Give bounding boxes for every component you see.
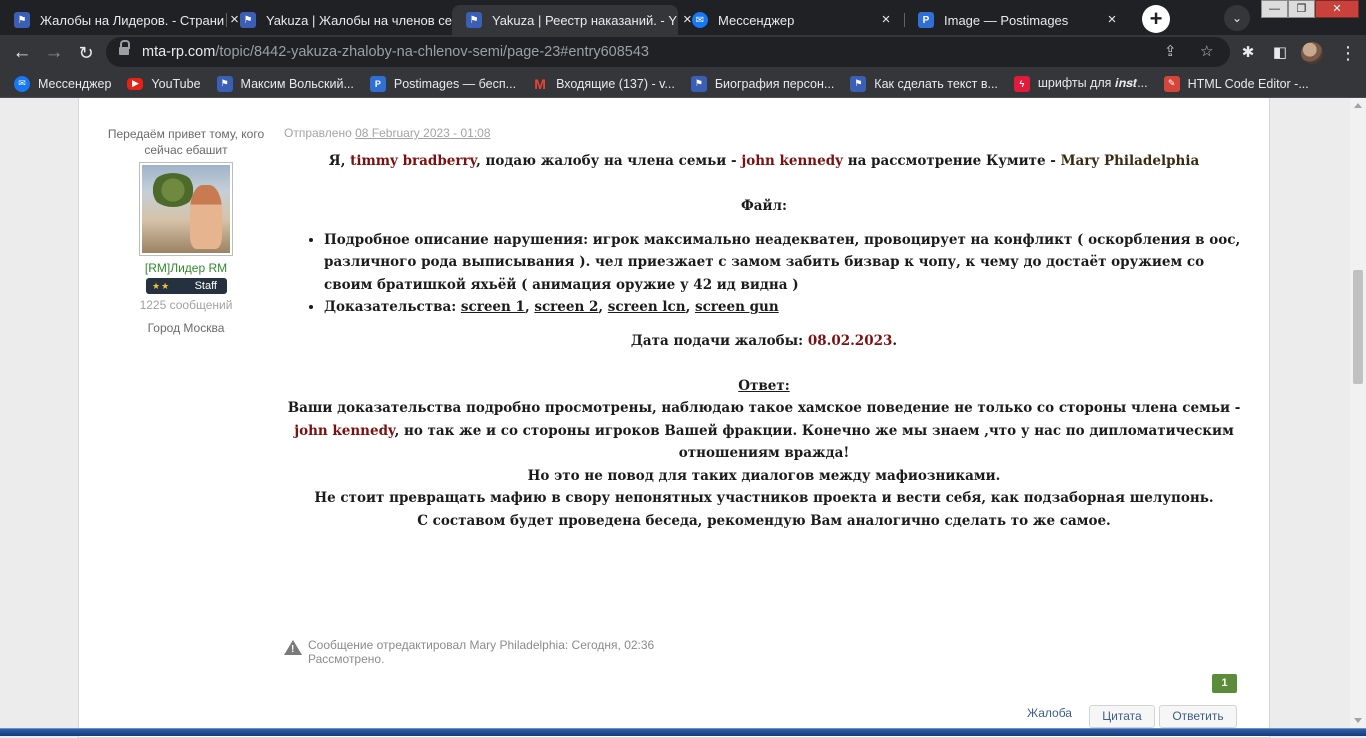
bookmark-item[interactable] [127, 77, 200, 91]
profile-avatar-icon[interactable] [1301, 42, 1323, 64]
bookmark-star-icon[interactable]: ☆ [1200, 43, 1214, 60]
bookmark-label: HTML Code Editor -... [1187, 76, 1309, 91]
gmail-icon: M [534, 75, 546, 92]
evidence-link[interactable]: screen 2 [534, 299, 599, 315]
post-date [284, 126, 491, 140]
evidence-link[interactable]: screen lcn [607, 299, 686, 315]
forum-icon: ⚑ [850, 76, 866, 92]
answer-part: , но так же и со стороны игроков Вашей фракции. Конечно же мы знаем ,что у нас по дипломатическим отношениям вражда! [394, 422, 1234, 461]
author-rank: [RM]Лидер RM [144, 261, 228, 275]
close-icon[interactable]: × [230, 11, 239, 28]
youtube-icon: ▶ [127, 78, 143, 90]
post-content [284, 150, 1244, 532]
scroll-down-icon[interactable] [1354, 718, 1362, 723]
tab-search-icon[interactable]: ⌄ [1224, 5, 1250, 31]
tab-title: Жалобы на Лидеров. - Страни [40, 12, 225, 28]
messenger-icon: ✉ [692, 12, 708, 28]
bookmark-item[interactable] [370, 76, 516, 92]
close-icon[interactable]: × [881, 11, 891, 28]
menu-kebab-icon[interactable]: ⋮ [1339, 43, 1357, 63]
complaint-date: Дата подачи жалобы: 08.02.2023. [630, 332, 898, 349]
browser-tab-3[interactable] [452, 5, 692, 35]
bookmark-item[interactable] [1164, 76, 1309, 92]
code-editor-icon: ✎ [1164, 76, 1180, 92]
bookmark-label: Как сделать текст в... [874, 76, 998, 91]
close-icon[interactable]: × [683, 11, 692, 28]
close-icon[interactable]: × [1107, 11, 1117, 28]
quote-button[interactable]: Цитата [1089, 705, 1155, 728]
side-panel-icon[interactable]: ◧ [1272, 44, 1288, 61]
address-path: /topic/8442-yakuza-zhaloby-na-chlenov-semi/page-23#entry608543 [215, 44, 649, 60]
complaint-intro [284, 150, 1244, 173]
edit-reason: Рассмотрено. [308, 652, 385, 666]
forward-arrow-icon[interactable]: → [44, 42, 64, 63]
date-label: Дата подачи жалобы: [630, 332, 808, 349]
answer-line: Но это не повод для таких диалогов между мафиозниками. [527, 467, 1001, 484]
report-link[interactable]: Жалоба [1027, 706, 1072, 720]
tab-title: Yakuza | Жалобы на членов се [266, 12, 453, 28]
os-taskbar [0, 728, 1366, 736]
minimize-icon[interactable]: — [1261, 0, 1288, 18]
bookmark-label: Максим Вольский... [240, 76, 354, 91]
posted-date-link[interactable]: 08 February 2023 - 01:08 [355, 126, 491, 140]
reputation-badge[interactable]: 1 [1212, 674, 1237, 693]
back-arrow-icon[interactable]: ← [12, 42, 32, 63]
browser-tab-strip [0, 0, 1366, 35]
edit-notice [284, 638, 654, 666]
bookmark-item[interactable] [850, 76, 998, 92]
new-tab-button[interactable]: + [1142, 5, 1170, 33]
address-host: mta-rp.com [142, 44, 216, 60]
forum-icon: ⚑ [240, 12, 256, 28]
forum-icon: ⚑ [14, 12, 30, 28]
avatar[interactable] [139, 162, 233, 256]
postimages-icon: P [370, 76, 386, 92]
forum-icon: ⚑ [217, 76, 233, 92]
posted-prefix: Отправлено [284, 126, 352, 140]
evidence-link[interactable]: screen gun [694, 299, 779, 315]
evidence-label: Доказательства: [324, 299, 461, 315]
author-city: Город Москва [147, 321, 225, 335]
accused-name: john kennedy [741, 153, 843, 169]
rank-stars: ★★ [152, 281, 171, 291]
author-post-count: 1225 сообщений [139, 298, 233, 312]
browser-toolbar [0, 35, 1366, 70]
evidence-item: • Доказательства: screen 1, screen 2, screen lcn, screen gun [324, 296, 1244, 319]
browser-tab-4[interactable] [678, 5, 904, 35]
answer-line: Не стоит превращать мафию в свору непонятных участников проекта и вести себя, как подзаборная шелупонь. [314, 490, 1214, 506]
bookmark-label: шрифты для 𝒊𝒏𝒔𝒕... [1037, 76, 1148, 90]
answer-accused-name: john kennedy [294, 422, 395, 439]
staff-label: Staff [194, 280, 217, 292]
flash-icon: ϟ [1014, 76, 1030, 92]
bookmark-label: Биография персон... [714, 76, 835, 91]
forum-icon: ⚑ [691, 76, 707, 92]
tab-title: Yakuza | Реестр наказаний. - Y [492, 12, 678, 28]
bookmark-item[interactable] [14, 76, 111, 92]
scroll-up-icon[interactable] [1354, 103, 1362, 108]
complaint-list [324, 229, 1244, 319]
intro-text: на рассмотрение Кумите - [843, 153, 1061, 169]
browser-tab-5[interactable] [904, 5, 1130, 35]
evidence-link[interactable]: screen 1 [460, 299, 525, 315]
postimages-icon: P [918, 12, 934, 28]
complainant-name: timmy bradberry [350, 153, 477, 169]
answer-label: Ответ: [738, 377, 790, 394]
answer-line: С составом будет проведена беседа, рекомендую Вам аналогично сделать то же самое. [417, 512, 1111, 529]
bookmark-label: Мессенджер [38, 76, 112, 91]
address-bar[interactable] [106, 37, 1230, 67]
window-close-icon[interactable]: ✕ [1315, 0, 1359, 18]
tab-title: Мессенджер [718, 12, 795, 28]
tab-title: Image — Postimages [944, 12, 1069, 28]
bookmark-label: Входящие (137) - v... [556, 76, 675, 91]
page-scrollbar[interactable] [1350, 98, 1366, 728]
answer-part: Ваши доказательства подробно просмотрены, наблюдаю такое хамское поведение не только со стороны члена семьи - [287, 400, 1241, 416]
judge-name: Mary Philadelphia [1060, 153, 1200, 169]
browser-tab-2[interactable] [226, 5, 452, 35]
author-status: Передаём привет тому, кого сейчас ебашит [107, 127, 265, 157]
date-value: 08.02.2023 [807, 332, 893, 349]
scroll-thumb[interactable] [1353, 270, 1363, 384]
staff-badge [146, 278, 227, 294]
file-label: Файл: [740, 198, 788, 214]
intro-text: , подаю жалобу на члена семьи - [476, 153, 742, 169]
intro-text: Я, [328, 153, 351, 169]
messenger-icon: ✉ [14, 76, 30, 92]
bookmarks-bar [0, 70, 1366, 98]
reload-icon[interactable]: ↻ [78, 43, 94, 63]
bookmark-item[interactable] [532, 76, 675, 92]
share-icon[interactable]: ⇪ [1164, 43, 1177, 60]
maximize-icon[interactable]: ❐ [1288, 0, 1315, 18]
extensions-icon[interactable]: ✱ [1241, 44, 1255, 61]
warning-icon [284, 640, 302, 655]
forum-post [78, 98, 1270, 738]
answer-text [284, 397, 1244, 465]
window-controls [1261, 0, 1359, 18]
bookmark-label: YouTube [151, 76, 201, 91]
violation-item: • Подробное описание нарушения: игрок максимально неадекватен, провоцирует на конфликт ( оскорбления в оос, различного рода выписывания ). чел приезжает с замом забить бизвар к чопу, к чему до достаёт оружием со своим братишкой яхьёй ( анимация оружие у 42 ид видна ) [324, 229, 1244, 297]
bookmark-item[interactable] [217, 76, 354, 92]
bookmark-label: Postimages — бесп... [393, 76, 517, 91]
bookmark-item[interactable] [691, 76, 834, 92]
reply-button[interactable]: Ответить [1159, 705, 1237, 728]
page-viewport [0, 98, 1350, 728]
edited-by: Сообщение отредактировал Mary Philadelphia: Сегодня, 02:36 [308, 638, 655, 652]
avatar-image [142, 165, 230, 253]
browser-tab-1[interactable] [0, 5, 239, 35]
forum-icon: ⚑ [466, 12, 482, 28]
lock-icon [119, 45, 129, 57]
bookmark-item[interactable] [1014, 76, 1148, 92]
